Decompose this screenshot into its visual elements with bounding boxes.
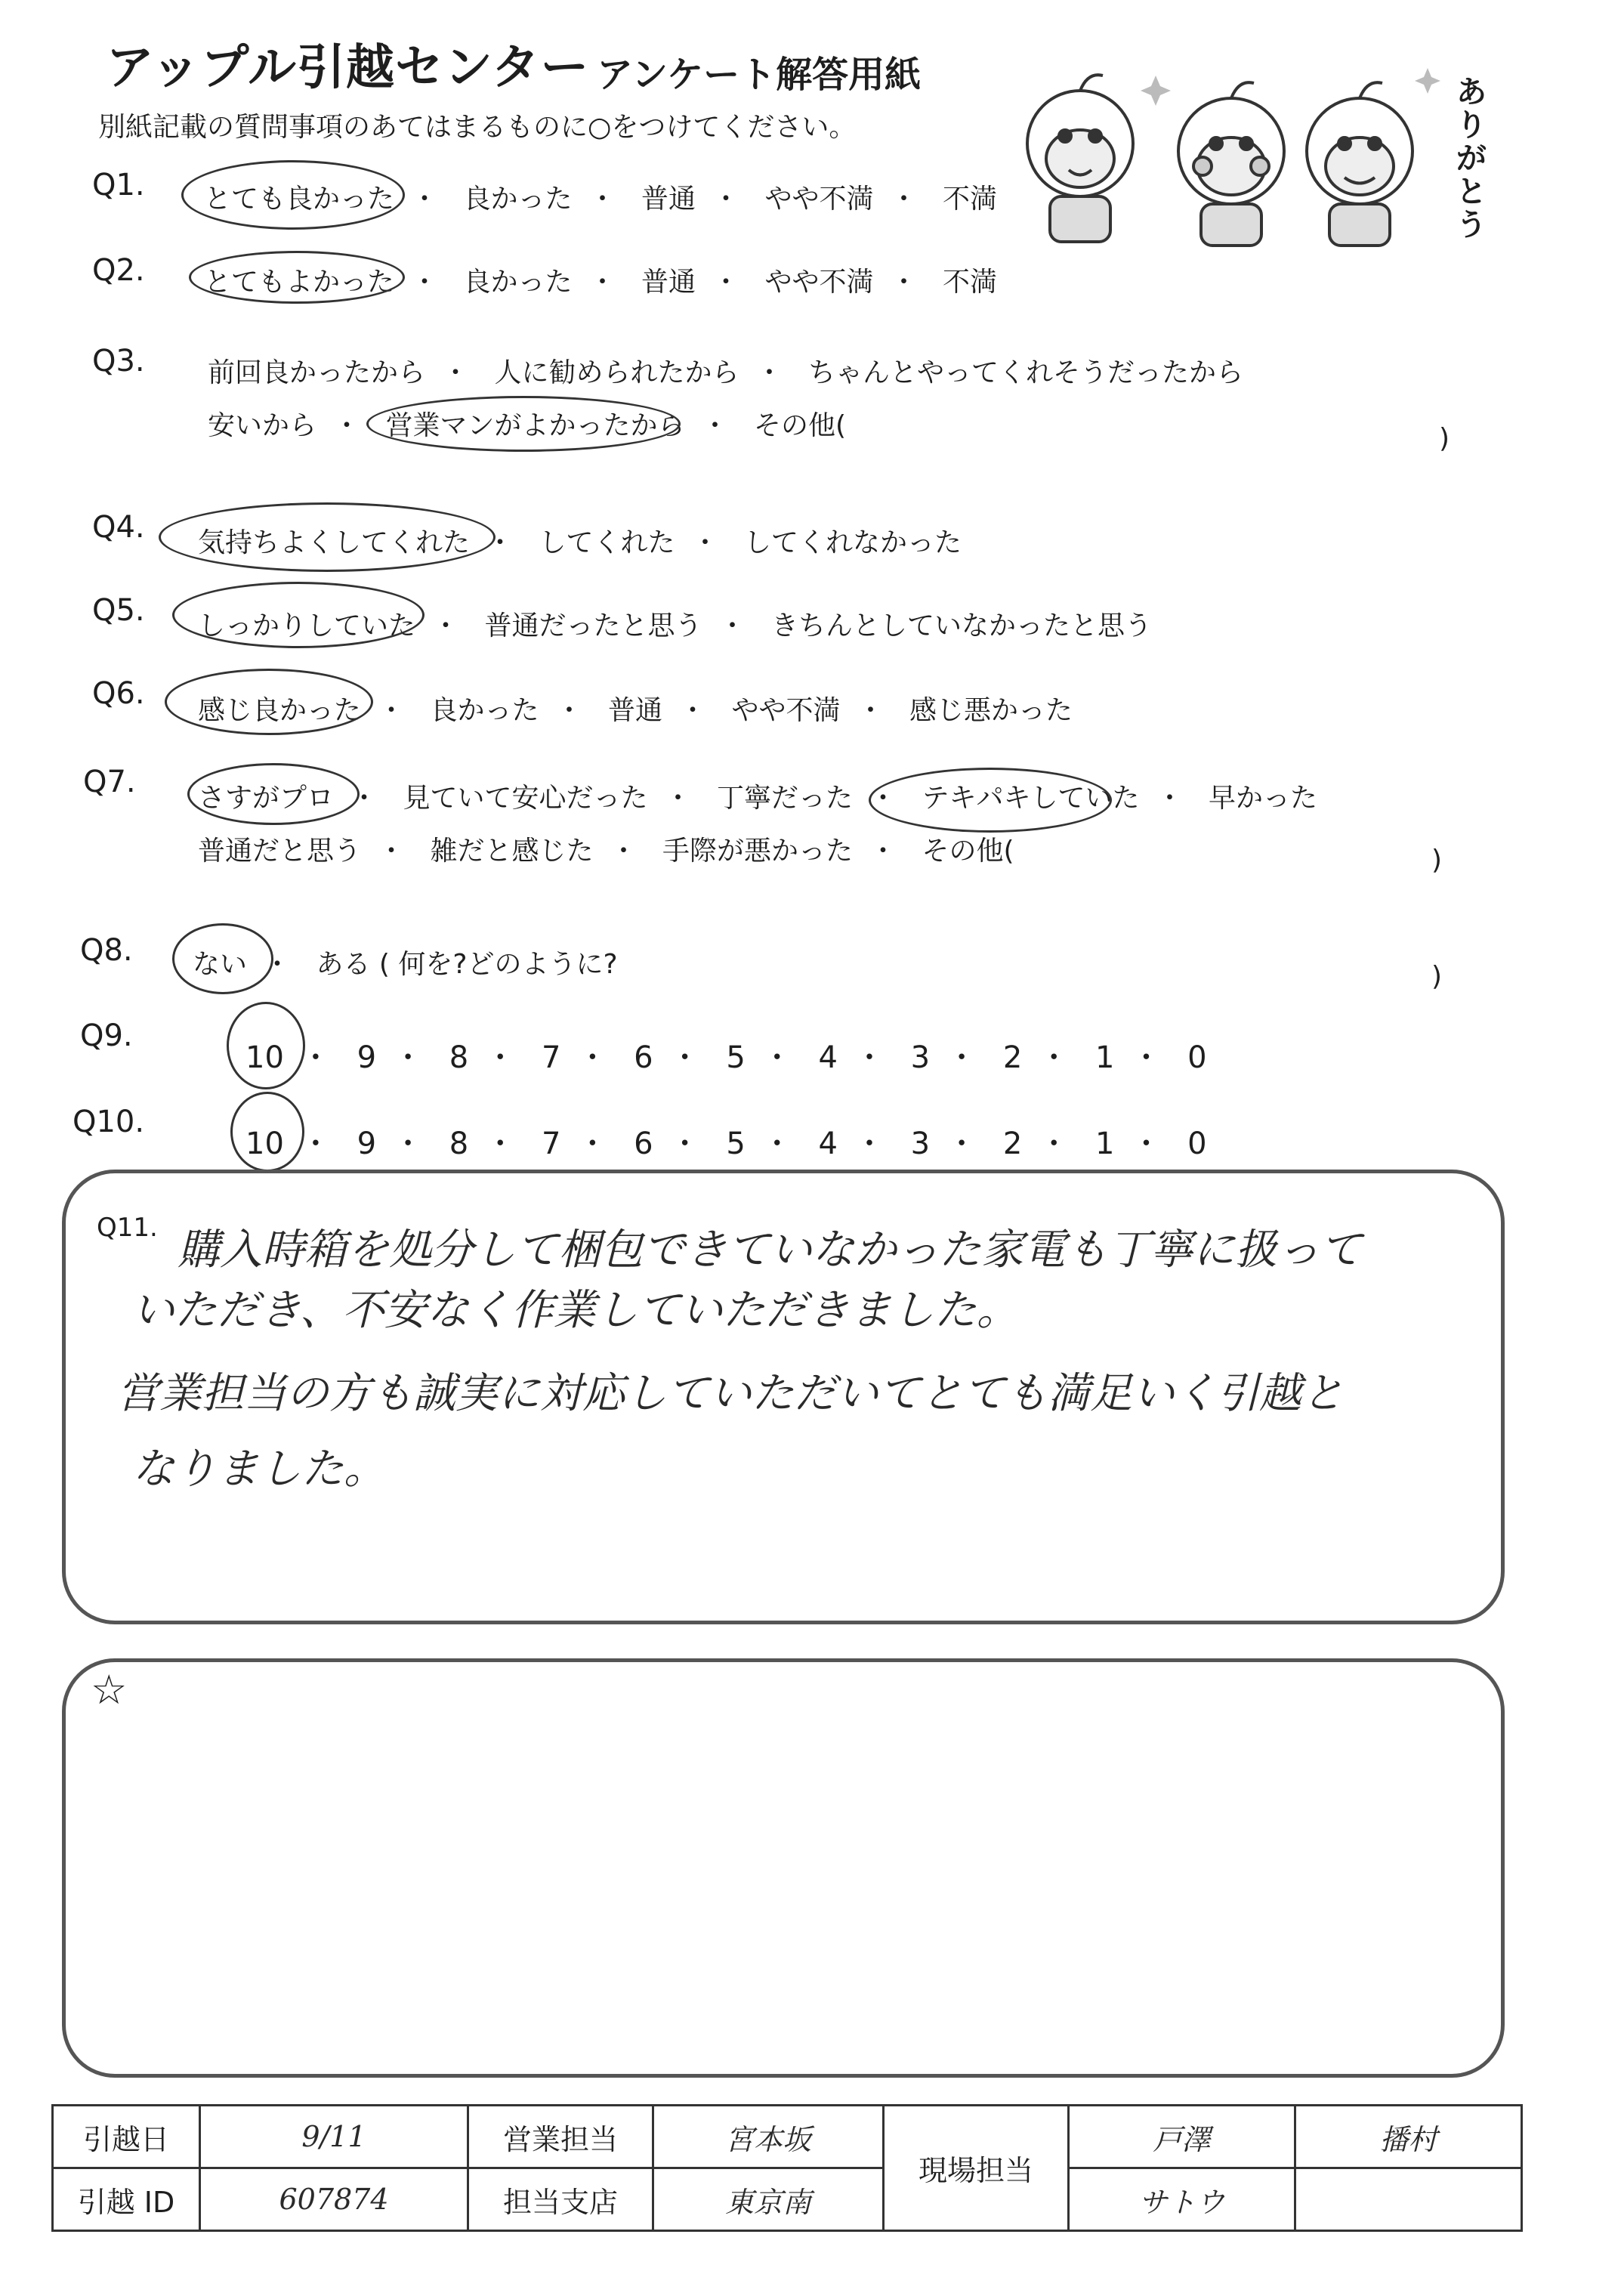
q9-score[interactable]: 6 (634, 1040, 653, 1075)
field-staff-2: 播村 (1295, 2106, 1522, 2168)
q10-score[interactable]: 3 (910, 1126, 931, 1161)
sales-label: 営業担当 (468, 2106, 653, 2168)
q4-option[interactable]: してくれなかった (743, 527, 962, 558)
q3-options-line2: 安いから ・ 営業マンがよかったから ・ その他( (208, 410, 847, 441)
q7-option[interactable]: 丁寧だった (716, 783, 853, 814)
q2-option[interactable]: 良かった (463, 267, 573, 298)
star-comment-box (62, 1658, 1505, 2078)
q6-selection-circle (165, 669, 373, 735)
q1-option[interactable]: やや不満 (764, 184, 874, 215)
q5-option[interactable]: きちんとしていなかったと思う (770, 610, 1152, 641)
q1-option[interactable]: 良かった (463, 184, 573, 215)
q10-scale: 10 ・ 9 ・ 8 ・ 7 ・ 6 ・ 5 ・ 4 ・ 3 ・ 2 ・ 1 ・ 0 (245, 1126, 1207, 1161)
q3-label: Q3. (92, 344, 145, 379)
q7-label: Q7. (83, 765, 136, 799)
q6-option[interactable]: やや不満 (731, 695, 841, 726)
q5-option[interactable]: 普通だったと思う (484, 610, 702, 641)
q7-option[interactable]: 手際が悪かった (662, 836, 853, 867)
q10-score[interactable]: 9 (357, 1126, 377, 1161)
q9-selection-circle (227, 1002, 305, 1089)
q7-close-paren: ) (1431, 845, 1443, 876)
star-icon: ☆ (91, 1666, 128, 1714)
q11-answer-line: いただき、不安なく作業していただきました。 (132, 1286, 1019, 1335)
q11-answer-line: なりました。 (132, 1445, 386, 1494)
q9-score[interactable]: 1 (1095, 1040, 1115, 1075)
q7-option[interactable]: その他( (922, 836, 1014, 867)
q2-selection-circle (189, 251, 405, 304)
q5-option[interactable]: しっかりしていた (198, 610, 416, 641)
q7-option[interactable]: 早かった (1208, 783, 1317, 814)
q3-option[interactable]: その他( (753, 410, 847, 441)
q6-option[interactable]: 感じ悪かった (909, 695, 1073, 726)
q7-option[interactable]: 雑だと感じた (430, 836, 594, 867)
q7-selection-circle-1 (187, 763, 360, 825)
q1-label: Q1. (92, 168, 145, 202)
q9-score[interactable]: 9 (357, 1040, 377, 1075)
move-id-label: 引越 ID (53, 2168, 200, 2231)
q10-score[interactable]: 0 (1187, 1126, 1207, 1161)
form-subtitle: アンケート解答用紙 (597, 54, 922, 96)
q5-options: しっかりしていた ・ 普通だったと思う ・ きちんとしていなかったと思う (198, 610, 1152, 641)
q11-answer-line: 営業担当の方も誠実に対応していただいてとても満足いく引越と (117, 1369, 1344, 1418)
q8-selection-circle (172, 923, 273, 994)
q7-options-line1: さすがプロ ・ 見ていて安心だった ・ 丁寧だった ・ テキパキしていた ・ 早かった (198, 783, 1317, 814)
field-staff-1: 戸澤 (1069, 2106, 1295, 2168)
q10-score[interactable]: 5 (726, 1126, 746, 1161)
q9-score[interactable]: 8 (449, 1040, 469, 1075)
q9-score[interactable]: 7 (541, 1040, 561, 1075)
q2-option[interactable]: 不満 (942, 267, 997, 298)
q10-label: Q10. (73, 1105, 145, 1139)
q10-score[interactable]: 6 (634, 1126, 653, 1161)
q7-option[interactable]: 見ていて安心だった (403, 783, 648, 814)
q6-label: Q6. (92, 676, 145, 711)
mascot-caption: ありがとう (1456, 75, 1487, 243)
q9-label: Q9. (80, 1018, 133, 1053)
q3-option[interactable]: 前回良かったから (208, 357, 426, 388)
q9-score[interactable]: 0 (1187, 1040, 1207, 1075)
q10-selection-circle (230, 1092, 304, 1172)
move-date-label: 引越日 (53, 2106, 200, 2168)
q3-option[interactable]: 人に勧められたから (494, 357, 739, 388)
q3-close-paren: ) (1439, 423, 1450, 454)
q6-option[interactable]: 感じ良かった (198, 695, 362, 726)
q1-options: とても良かった ・ 良かった ・ 普通 ・ やや不満 ・ 不満 (204, 184, 997, 215)
move-date-value: 9/11 (200, 2106, 468, 2168)
q4-option[interactable]: 気持ちよくしてくれた (198, 527, 471, 558)
q6-option[interactable]: 普通 (607, 695, 662, 726)
q9-scale: 10 ・ 9 ・ 8 ・ 7 ・ 6 ・ 5 ・ 4 ・ 3 ・ 2 ・ 1 ・ 0 (245, 1040, 1207, 1075)
instruction-text: 別紙記載の質問事項のあてはまるものに○をつけてください。 (98, 112, 857, 143)
q10-score[interactable]: 8 (449, 1126, 469, 1161)
field-staff-3: サトウ (1069, 2168, 1295, 2231)
sales-value: 宮本坂 (653, 2106, 884, 2168)
q8-option[interactable]: ある ( 何を?どのように? (316, 949, 618, 980)
q9-score[interactable]: 10 (245, 1040, 284, 1075)
q8-label: Q8. (80, 933, 133, 968)
q11-answer-line: 購入時箱を処分して梱包できていなかった家電も丁寧に扱って (178, 1225, 1362, 1275)
q10-score[interactable]: 10 (245, 1126, 284, 1161)
q6-options: 感じ良かった ・ 良かった ・ 普通 ・ やや不満 ・ 感じ悪かった (198, 695, 1073, 726)
q1-selection-circle (181, 160, 405, 230)
q2-options: とてもよかった ・ 良かった ・ 普通 ・ やや不満 ・ 不満 (204, 267, 997, 298)
branch-label: 担当支店 (468, 2168, 653, 2231)
q2-option[interactable]: 普通 (641, 267, 696, 298)
q3-option[interactable]: 安いから (208, 410, 317, 441)
q2-label: Q2. (92, 253, 145, 288)
q4-options: 気持ちよくしてくれた ・ してくれた ・ してくれなかった (198, 527, 962, 558)
q4-option[interactable]: してくれた (539, 527, 675, 558)
q7-selection-circle-2 (869, 768, 1112, 833)
q7-option[interactable]: テキパキしていた (922, 783, 1140, 814)
q10-score[interactable]: 7 (541, 1126, 561, 1161)
q2-option[interactable]: とてもよかった (204, 267, 395, 298)
field-staff-empty (1295, 2168, 1522, 2231)
q9-score[interactable]: 3 (910, 1040, 931, 1075)
q1-option[interactable]: 普通 (641, 184, 696, 215)
q5-selection-circle (172, 582, 425, 648)
q10-score[interactable]: 1 (1095, 1126, 1115, 1161)
q3-option[interactable]: ちゃんとやってくれそうだったから (807, 357, 1243, 388)
q3-option[interactable]: 営業マンがよかったから (385, 410, 685, 441)
q1-option[interactable]: 不満 (942, 184, 997, 215)
q7-option[interactable]: さすがプロ (198, 783, 335, 814)
q8-close-paren: ) (1431, 961, 1443, 992)
q6-option[interactable]: 良かった (430, 695, 539, 726)
q9-score[interactable]: 4 (818, 1040, 838, 1075)
q5-label: Q5. (92, 593, 145, 628)
q8-options: ない ・ ある ( 何を?どのように? (193, 949, 618, 980)
q3-options-line1: 前回良かったから ・ 人に勧められたから ・ ちゃんとやってくれそうだったから (208, 357, 1243, 388)
q1-option[interactable]: とても良かった (204, 184, 395, 215)
q11-label: Q11. (97, 1213, 158, 1243)
info-table (51, 2104, 1523, 2232)
move-id-value: 607874 (200, 2168, 468, 2231)
q4-label: Q4. (92, 510, 145, 545)
q9-score[interactable]: 5 (726, 1040, 746, 1075)
q3-selection-circle (366, 396, 681, 452)
q7-option[interactable]: 普通だと思う (198, 836, 362, 867)
q10-score[interactable]: 2 (1002, 1126, 1023, 1161)
company-title: アップル引越センター (106, 40, 590, 96)
q7-options-line2: 普通だと思う ・ 雑だと感じた ・ 手際が悪かった ・ その他( (198, 836, 1014, 867)
field-label: 現場担当 (884, 2106, 1069, 2231)
q9-score[interactable]: 2 (1002, 1040, 1023, 1075)
monkey-mascot-icon (1005, 53, 1458, 249)
q2-option[interactable]: やや不満 (764, 267, 874, 298)
q8-option[interactable]: ない (193, 949, 248, 980)
q10-score[interactable]: 4 (818, 1126, 838, 1161)
branch-value: 東京南 (653, 2168, 884, 2231)
q4-selection-circle (159, 502, 496, 572)
